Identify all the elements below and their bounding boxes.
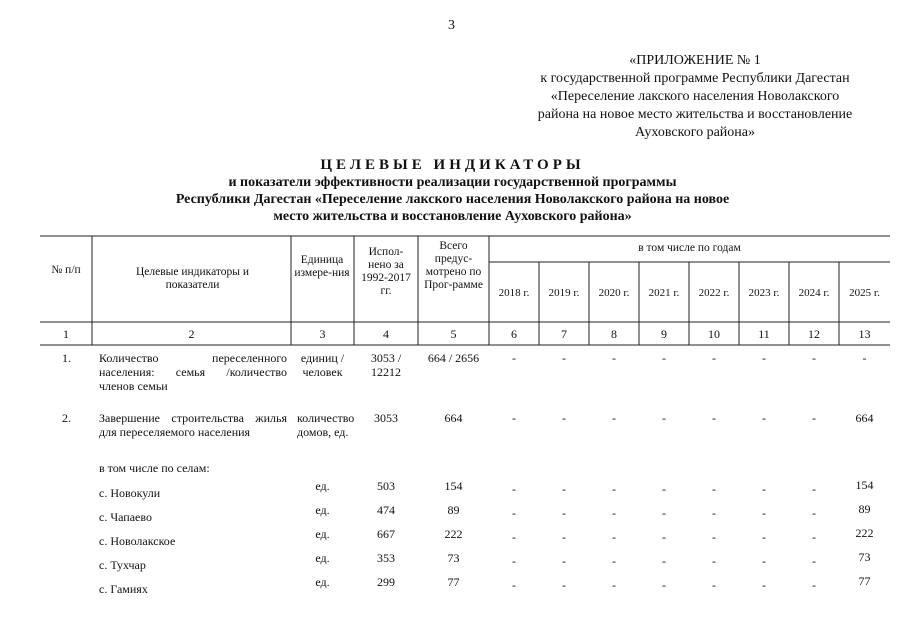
- row-year-value: -: [612, 578, 616, 592]
- village-name: с. Новолакское: [99, 534, 176, 548]
- row-year-value: -: [562, 482, 566, 496]
- row-done: 503: [377, 479, 395, 493]
- header-year: 2023 г.: [748, 287, 780, 299]
- row-year-value: -: [762, 351, 766, 365]
- row-year-value: -: [812, 530, 816, 544]
- row-year-value: -: [812, 554, 816, 568]
- row-total: 664 / 2656: [427, 351, 480, 365]
- row-year-value: -: [562, 411, 566, 425]
- row-year-value: -: [512, 554, 516, 568]
- header-year: 2021 г.: [648, 287, 680, 299]
- appendix-line: «Переселение лакского населения Новолакского: [550, 89, 840, 104]
- row-done: 3053 / 12212: [370, 351, 402, 379]
- row-year-value: 154: [855, 478, 874, 492]
- col-number: 3: [319, 327, 326, 341]
- header-year: 2020 г.: [598, 287, 630, 299]
- col-number: 2: [188, 327, 195, 341]
- header-unit: Единица измере-ния: [294, 254, 350, 279]
- row-unit: количество домов, ед.: [297, 411, 355, 439]
- header-name: Целевые индикаторы и показатели: [135, 266, 250, 291]
- row-indicator: Завершение строительства жилья для переселяемого населения: [99, 411, 287, 439]
- row-year-value: 73: [858, 550, 871, 564]
- row-year-value: -: [562, 578, 566, 592]
- row-done: 3053: [374, 411, 398, 425]
- row-year-value: -: [512, 506, 516, 520]
- col-number: 11: [758, 327, 770, 341]
- col-number: 5: [450, 327, 457, 341]
- row-year-value: -: [512, 482, 516, 496]
- row-year-value: -: [712, 578, 716, 592]
- row-total: 664: [444, 411, 463, 425]
- row-done: 474: [377, 503, 395, 517]
- row-total: 89: [447, 503, 460, 517]
- row-number: 1.: [62, 351, 71, 365]
- appendix-line: Ауховского района»: [634, 125, 756, 140]
- row-year-value: -: [862, 351, 867, 365]
- row-year-value: -: [512, 530, 516, 544]
- row-year-value: -: [562, 351, 566, 365]
- row-year-value: -: [712, 411, 716, 425]
- row-year-value: -: [762, 482, 766, 496]
- row-year-value: -: [612, 530, 616, 544]
- row-year-value: -: [512, 351, 516, 365]
- row-year-value: -: [762, 530, 766, 544]
- row-year-value: -: [812, 506, 816, 520]
- row-year-value: -: [712, 554, 716, 568]
- title-line: место жительства и восстановление Ауховского района»: [273, 209, 632, 224]
- row-year-value: -: [812, 411, 816, 425]
- village-name: с. Гамиях: [99, 582, 148, 596]
- row-year-value: -: [662, 578, 666, 592]
- row-year-value: 77: [858, 574, 871, 588]
- header-num: № п/п: [51, 264, 81, 276]
- row-year-value: -: [662, 411, 666, 425]
- row-year-value: -: [712, 482, 716, 496]
- row-total: 77: [447, 575, 460, 589]
- row-year-value: -: [712, 351, 716, 365]
- header-year: 2019 г.: [548, 287, 580, 299]
- row-year-value: -: [662, 530, 666, 544]
- row-year-value: -: [612, 482, 616, 496]
- village-name: с. Тухчар: [99, 558, 146, 572]
- header-total: Всего предус-мотрено по Прог-рамме: [424, 240, 483, 291]
- row-year-value: 89: [858, 502, 871, 516]
- header-year: 2025 г.: [849, 287, 880, 299]
- row-indicator: Количество переселенного населения: семья /количество членов семьи: [99, 351, 287, 393]
- row-year-value: -: [662, 554, 666, 568]
- row-done: 353: [377, 551, 395, 565]
- row-year-value: 664: [855, 411, 874, 425]
- row-number: 2.: [62, 411, 71, 425]
- row-year-value: -: [812, 351, 816, 365]
- row-total: 73: [447, 551, 460, 565]
- col-number: 4: [383, 327, 389, 341]
- row-year-value: -: [762, 411, 766, 425]
- header-year: 2018 г.: [498, 287, 530, 299]
- header-year: 2024 г.: [798, 287, 830, 299]
- appendix-line: района на новое место жительства и восстановление: [537, 107, 853, 122]
- row-unit: ед.: [315, 551, 330, 565]
- header-done: Испол-нено за 1992-2017 гг.: [361, 246, 411, 297]
- row-year-value: -: [562, 506, 566, 520]
- row-year-value: -: [612, 554, 616, 568]
- row-done: 299: [377, 575, 395, 589]
- appendix-line: к государственной программе Республики Дагестан: [540, 71, 850, 86]
- title-line: Республики Дагестан «Переселение лакского населения Новолакского района на новое: [175, 192, 730, 207]
- row-unit: единиц / человек: [300, 351, 345, 379]
- row-year-value: -: [712, 530, 716, 544]
- title-main: ЦЕЛЕВЫЕ ИНДИКАТОРЫ: [320, 157, 585, 173]
- row-year-value: -: [762, 506, 766, 520]
- row-year-value: -: [662, 351, 666, 365]
- row-unit: ед.: [315, 503, 330, 517]
- row-total: 222: [444, 527, 463, 541]
- col-number: 13: [858, 327, 871, 341]
- header-year: 2022 г.: [698, 287, 730, 299]
- row-year-value: -: [662, 482, 666, 496]
- title-line: и показатели эффективности реализации государственной программы: [228, 175, 677, 190]
- page-number: 3: [448, 18, 455, 33]
- header-years-group: в том числе по годам: [638, 242, 741, 254]
- row-year-value: -: [762, 554, 766, 568]
- appendix-line: «ПРИЛОЖЕНИЕ № 1: [629, 53, 761, 68]
- row-year-value: -: [812, 482, 816, 496]
- col-number: 1: [63, 327, 69, 341]
- row-unit: ед.: [315, 479, 330, 493]
- row-done: 667: [377, 527, 395, 541]
- row-year-value: -: [562, 530, 566, 544]
- row-year-value: -: [762, 578, 766, 592]
- row-total: 154: [444, 479, 463, 493]
- col-number: 7: [561, 327, 567, 341]
- row-year-value: -: [512, 411, 516, 425]
- villages-subheader: в том числе по селам:: [99, 461, 210, 475]
- village-name: с. Новокули: [99, 486, 161, 500]
- row-year-value: -: [562, 554, 566, 568]
- col-number: 10: [708, 327, 720, 341]
- col-number: 8: [611, 327, 617, 341]
- row-unit: ед.: [315, 527, 330, 541]
- row-year-value: -: [812, 578, 816, 592]
- row-year-value: -: [612, 411, 616, 425]
- row-year-value: -: [712, 506, 716, 520]
- village-name: с. Чапаево: [99, 510, 152, 524]
- row-year-value: -: [662, 506, 666, 520]
- row-year-value: 222: [855, 526, 874, 540]
- row-unit: ед.: [315, 575, 330, 589]
- row-year-value: -: [512, 578, 516, 592]
- col-number: 12: [808, 327, 820, 341]
- col-number: 6: [511, 327, 517, 341]
- row-year-value: -: [612, 351, 616, 365]
- row-year-value: -: [612, 506, 616, 520]
- col-number: 9: [661, 327, 667, 341]
